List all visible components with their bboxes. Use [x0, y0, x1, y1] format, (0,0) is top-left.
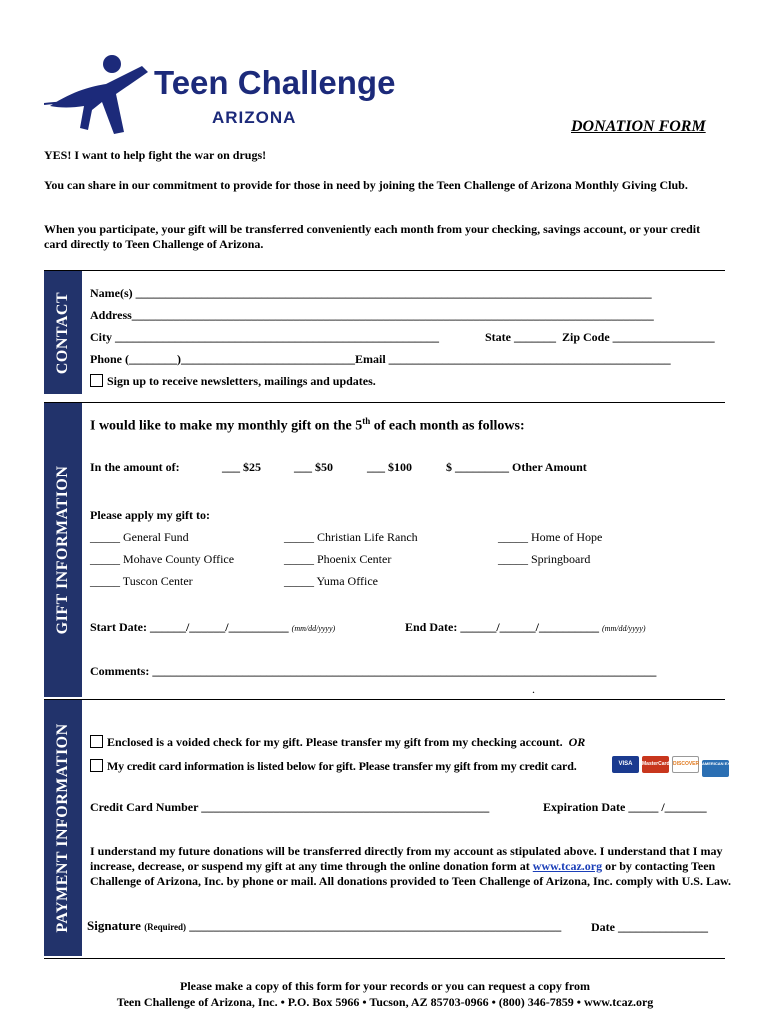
discover-icon: DISCOVER: [672, 756, 699, 773]
card-option[interactable]: [90, 759, 577, 774]
visa-icon: VISA: [612, 756, 639, 773]
payment-top-border: [44, 699, 725, 700]
intro-line1: YES! I want to help fight the war on drugs!: [44, 148, 267, 162]
card-logos: [612, 752, 744, 777]
card-checkbox[interactable]: [90, 759, 103, 772]
check-checkbox[interactable]: [90, 735, 103, 748]
fund-tuscon[interactable]: _____ Tuscon Center: [90, 574, 193, 588]
payment-side-label: PAYMENT INFORMATION: [44, 700, 82, 956]
fund-mohave[interactable]: _____ Mohave County Office: [90, 552, 235, 566]
card-number-field[interactable]: Credit Card Number ________________________________________________: [90, 800, 490, 814]
fund-christian-life-ranch[interactable]: _____ Christian Life Ranch: [284, 530, 418, 544]
check-option[interactable]: [90, 735, 585, 750]
state-field[interactable]: State _______: [485, 330, 556, 344]
newsletter-label: Sign up to receive newsletters, mailings and updates.: [107, 374, 376, 388]
check-label: Enclosed is a voided check for my gift. Please transfer my gift from my checking account.: [107, 735, 563, 749]
start-date-hint: (mm/dd/yyyy): [291, 624, 336, 633]
contact-top-border: [44, 270, 725, 271]
amount-50[interactable]: ___ $50: [294, 460, 333, 474]
signature-field[interactable]: Signature (Required) ______________________________________________________________: [87, 918, 562, 933]
apply-label: Please apply my gift to:: [90, 508, 210, 522]
gift-top-border: [44, 402, 725, 403]
start-date-field[interactable]: Start Date: ______/______/__________ (mm/dd/yyyy): [90, 620, 336, 634]
footer-line2: Teen Challenge of Arizona, Inc. • P.O. Box 5966 • Tucson, AZ 85703-0966 • (800) 346-7859 • www.tcaz.org: [116, 995, 654, 1009]
newsletter-option[interactable]: [90, 374, 376, 389]
intro-line2: You can share in our commitment to provide for those in need by joining the Teen Challenge of Arizona Monthly Giving Club.: [44, 178, 688, 192]
end-date-field[interactable]: End Date: ______/______/__________ (mm/dd/yyyy): [405, 620, 646, 634]
or-label: OR: [568, 735, 586, 749]
zip-field[interactable]: Zip Code _________________: [562, 330, 715, 344]
contact-side-label: CONTACT: [44, 271, 82, 394]
comments-field[interactable]: Comments: ____________________________________________________________________________________: [90, 664, 657, 678]
card-label: My credit card information is listed below for gift. Please transfer my gift from my credit card.: [107, 759, 577, 773]
payment-bottom-border: [44, 958, 725, 959]
intro-line3: When you participate, your gift will be transferred conveniently each month from your checking, savings account, or your credit card directly to Teen Challenge of Arizona.: [44, 222, 701, 251]
form-title: DONATION FORM: [571, 118, 706, 135]
phone-email-field[interactable]: Phone (________)_____________________________Email _______________________________________________: [90, 352, 671, 366]
fund-yuma[interactable]: _____ Yuma Office: [284, 574, 378, 588]
amount-25[interactable]: ___ $25: [222, 460, 261, 474]
gift-heading: I would like to make my monthly gift on the 5th of each month as follows:: [90, 416, 525, 434]
address-field[interactable]: Address_______________________________________________________________________________________: [90, 308, 654, 322]
city-field[interactable]: City ______________________________________________________: [90, 330, 439, 344]
fund-phoenix[interactable]: _____ Phoenix Center: [284, 552, 392, 566]
logo: [44, 50, 414, 140]
logo-sub: ARIZONA: [212, 108, 297, 127]
fund-general[interactable]: _____ General Fund: [90, 530, 189, 544]
fund-home-of-hope[interactable]: _____ Home of Hope: [498, 530, 603, 544]
mastercard-icon: MasterCard: [642, 756, 669, 773]
end-date-hint: (mm/dd/yyyy): [602, 624, 646, 633]
amount-label: In the amount of:: [90, 460, 180, 474]
fund-springboard[interactable]: _____ Springboard: [498, 552, 591, 566]
amex-icon: AMERICAN EXPRESS: [702, 760, 729, 777]
tcaz-link[interactable]: www.tcaz.org: [532, 859, 603, 873]
logo-figure-icon: [44, 50, 169, 140]
expiration-field[interactable]: Expiration Date _____ /_______: [543, 800, 707, 814]
footer-line1: Please make a copy of this form for your records or you can request a copy from: [180, 979, 590, 993]
terms-text: I understand my future donations will be transferred directly from my account as stipulated above. I understand that I may increase, decrease, or suspend my gift at any time through the online donation form at www.tcaz.org or by contacting Teen Challenge of Arizona, Inc. by phone or mail. All donations provided to Teen Challenge of Arizona, Inc. comply with U.S. Law.: [90, 844, 731, 888]
logo-name: Teen Challenge: [154, 64, 396, 101]
names-field[interactable]: Name(s) ______________________________________________________________________________________: [90, 286, 652, 300]
gift-side-label: GIFT INFORMATION: [44, 403, 82, 697]
signature-date-field[interactable]: Date _______________: [591, 920, 708, 934]
newsletter-checkbox[interactable]: [90, 374, 103, 387]
comments-dot: .: [532, 682, 535, 696]
amount-100[interactable]: ___ $100: [367, 460, 412, 474]
amount-other[interactable]: $ _________ Other Amount: [446, 460, 587, 474]
